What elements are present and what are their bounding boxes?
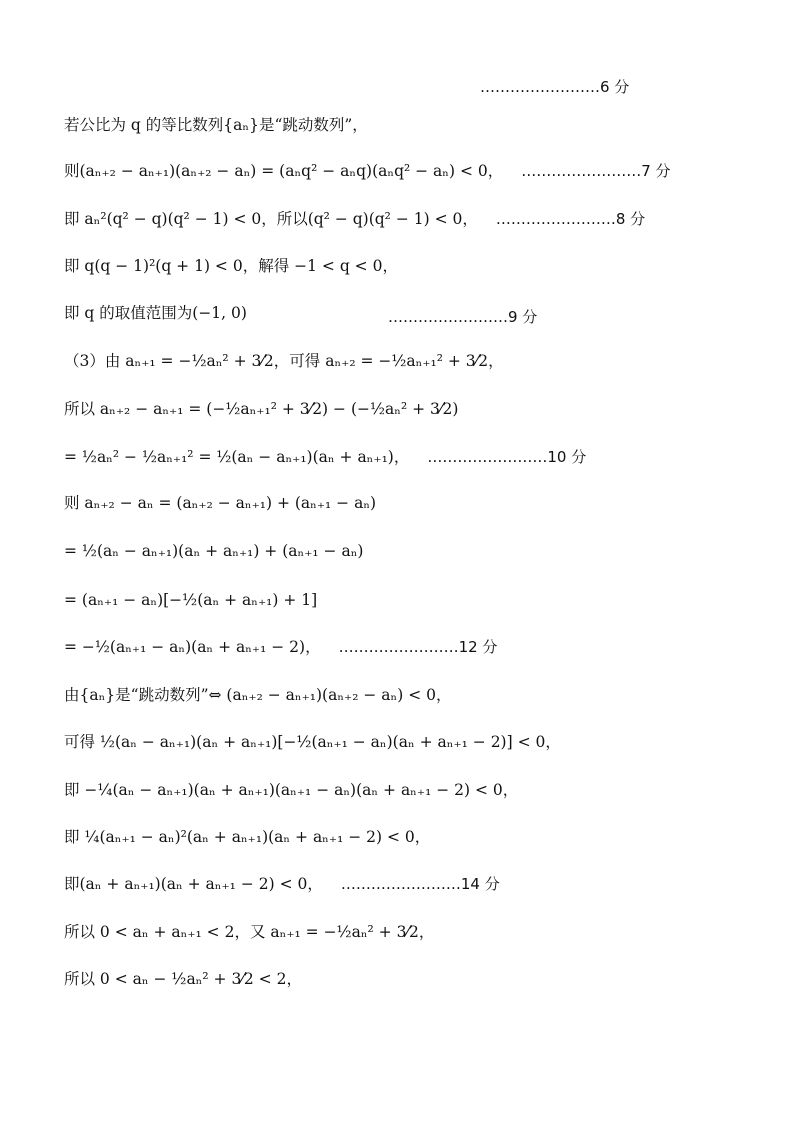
- score-9: ……………………9 分: [388, 308, 538, 326]
- text-line-12: = −½(aₙ₊₁ − aₙ)(aₙ + aₙ₊₁ − 2)， ……………………12 分: [64, 638, 498, 656]
- score-14: ……………………14 分: [340, 875, 500, 893]
- score-7: ……………………7 分: [521, 162, 671, 180]
- score-12: ……………………12 分: [338, 638, 498, 656]
- text-line-18: 所以 0 < aₙ + aₙ₊₁ < 2，又 aₙ₊₁ = −½aₙ² + 3⁄2，: [64, 923, 435, 941]
- text-line-8: = ½aₙ² − ½aₙ₊₁² = ½(aₙ − aₙ₊₁)(aₙ + aₙ₊₁)， ……………………10 分: [64, 448, 587, 466]
- text-line-16: 即 ¼(aₙ₊₁ − aₙ)²(aₙ + aₙ₊₁)(aₙ + aₙ₊₁ − 2) < 0，: [64, 828, 431, 846]
- text-line-5: 即 q 的取值范围为(−1, 0): [64, 304, 247, 322]
- text-line-13: 由{aₙ}是“跳动数列”⇔ (aₙ₊₂ − aₙ₊₁)(aₙ₊₂ − aₙ) < 0，: [64, 686, 452, 704]
- text-line-9: 则 aₙ₊₂ − aₙ = (aₙ₊₂ − aₙ₊₁) + (aₙ₊₁ − aₙ): [64, 494, 377, 512]
- text-line-11: = (aₙ₊₁ − aₙ)[−½(aₙ + aₙ₊₁) + 1]: [64, 591, 318, 609]
- text-line-17: 即(aₙ + aₙ₊₁)(aₙ + aₙ₊₁ − 2) < 0， ……………………14 分: [64, 875, 500, 893]
- text-line-3: 即 aₙ²(q² − q)(q² − 1) < 0，所以(q² − q)(q² − 1) < 0， ……………………8 分: [64, 210, 646, 228]
- text-line-6: （3）由 aₙ₊₁ = −½aₙ² + 3⁄2，可得 aₙ₊₂ = −½aₙ₊₁² + 3⁄2，: [64, 352, 504, 370]
- text-line-1: 若公比为 q 的等比数列{aₙ}是“跳动数列”，: [64, 116, 368, 134]
- score-10: ……………………10 分: [427, 448, 587, 466]
- text-line-14: 可得 ½(aₙ − aₙ₊₁)(aₙ + aₙ₊₁)[−½(aₙ₊₁ − aₙ)(aₙ + aₙ₊₁ − 2)] < 0，: [64, 733, 561, 751]
- text-line-10: = ½(aₙ − aₙ₊₁)(aₙ + aₙ₊₁) + (aₙ₊₁ − aₙ): [64, 542, 364, 560]
- score-8: ……………………8 分: [495, 210, 646, 228]
- text-line-15: 即 −¼(aₙ − aₙ₊₁)(aₙ + aₙ₊₁)(aₙ₊₁ − aₙ)(aₙ + aₙ₊₁ − 2) < 0，: [64, 781, 519, 799]
- text-line-19: 所以 0 < aₙ − ½aₙ² + 3⁄2 < 2，: [64, 970, 302, 988]
- text-line-2: 则(aₙ₊₂ − aₙ₊₁)(aₙ₊₂ − aₙ) = (aₙq² − aₙq)(aₙq² − aₙ) < 0， ……………………7 分: [64, 162, 671, 180]
- score-6: ……………………6 分: [480, 78, 630, 96]
- text-line-7: 所以 aₙ₊₂ − aₙ₊₁ = (−½aₙ₊₁² + 3⁄2) − (−½aₙ² + 3⁄2): [64, 400, 459, 418]
- text-line-4: 即 q(q − 1)²(q + 1) < 0，解得 −1 < q < 0，: [64, 257, 398, 275]
